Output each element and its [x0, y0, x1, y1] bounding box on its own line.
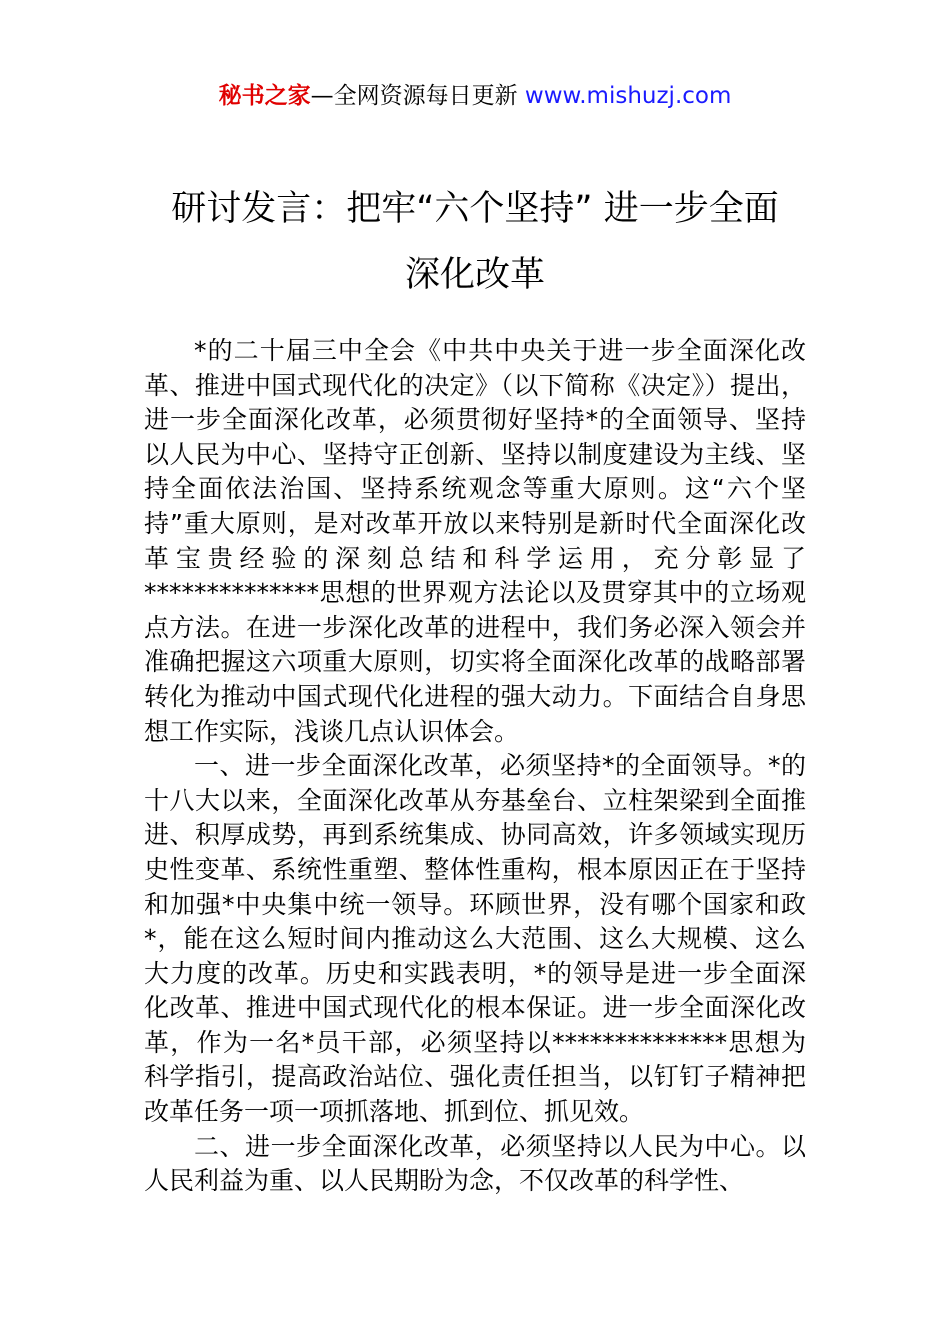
body-paragraph-intro: *的二十届三中全会《中共中央关于进一步全面深化改革、推进中国式现代化的决定》（以下简称《决定》）提出，进一步全面深化改革，必须贯彻好坚持*的全面领导、坚持以人民为中心、坚持守正创新、坚持以制度建设为主线、坚持全面依法治国、坚持系统观念等重大原则。这“六个坚持”重大原则，是对改革开放以来特别是新时代全面深化改革宝贵经验的深刻总结和科学运用，充分彰显了**************思想的世界观方法论以及贯穿其中的立场观点方法。在进一步深化改革的进程中，我们务必深入领会并准确把握这六项重大原则，切实将全面深化改革的战略部署转化为推动中国式现代化进程的强大动力。下面结合自身思想工作实际，浅谈几点认识体会。: [144, 336, 806, 746]
site-header: [0, 80, 950, 112]
body-paragraph-point-1: 一、进一步全面深化改革，必须坚持*的全面领导。*的十八大以来，全面深化改革从夯基垒台、立柱架梁到全面推进、积厚成势，再到系统集成、协同高效，许多领域实现历史性变革、系统性重塑、整体性重构，根本原因正在于坚持和加强*中央集中统一领导。环顾世界，没有哪个国家和政*，能在这么短时间内推动这么大范围、这么大规模、这么大力度的改革。历史和实践表明，*的领导是进一步全面深化改革、推进中国式现代化的根本保证。进一步全面深化改革，作为一名*员干部，必须坚持以**************思想为科学指引，提高政治站位、强化责任担当，以钉钉子精神把改革任务一项一项抓落地、抓到位、抓见效。: [144, 751, 806, 1127]
site-tagline: —全网资源每日更新: [310, 83, 525, 109]
document-body: [144, 334, 806, 1199]
site-url-link[interactable]: www.mishuzj.com: [524, 83, 732, 109]
document-title: [100, 176, 850, 308]
document-title-line-2: 深化改革: [404, 255, 545, 295]
site-brand: 秘书之家: [218, 83, 311, 109]
document-title-line-1: 研讨发言：把牢“六个坚持” 进一步全面: [171, 189, 779, 229]
body-paragraph-point-2: 二、进一步全面深化改革，必须坚持以人民为中心。以人民利益为重、以人民期盼为念，不仅改革的科学性、: [144, 1131, 806, 1196]
